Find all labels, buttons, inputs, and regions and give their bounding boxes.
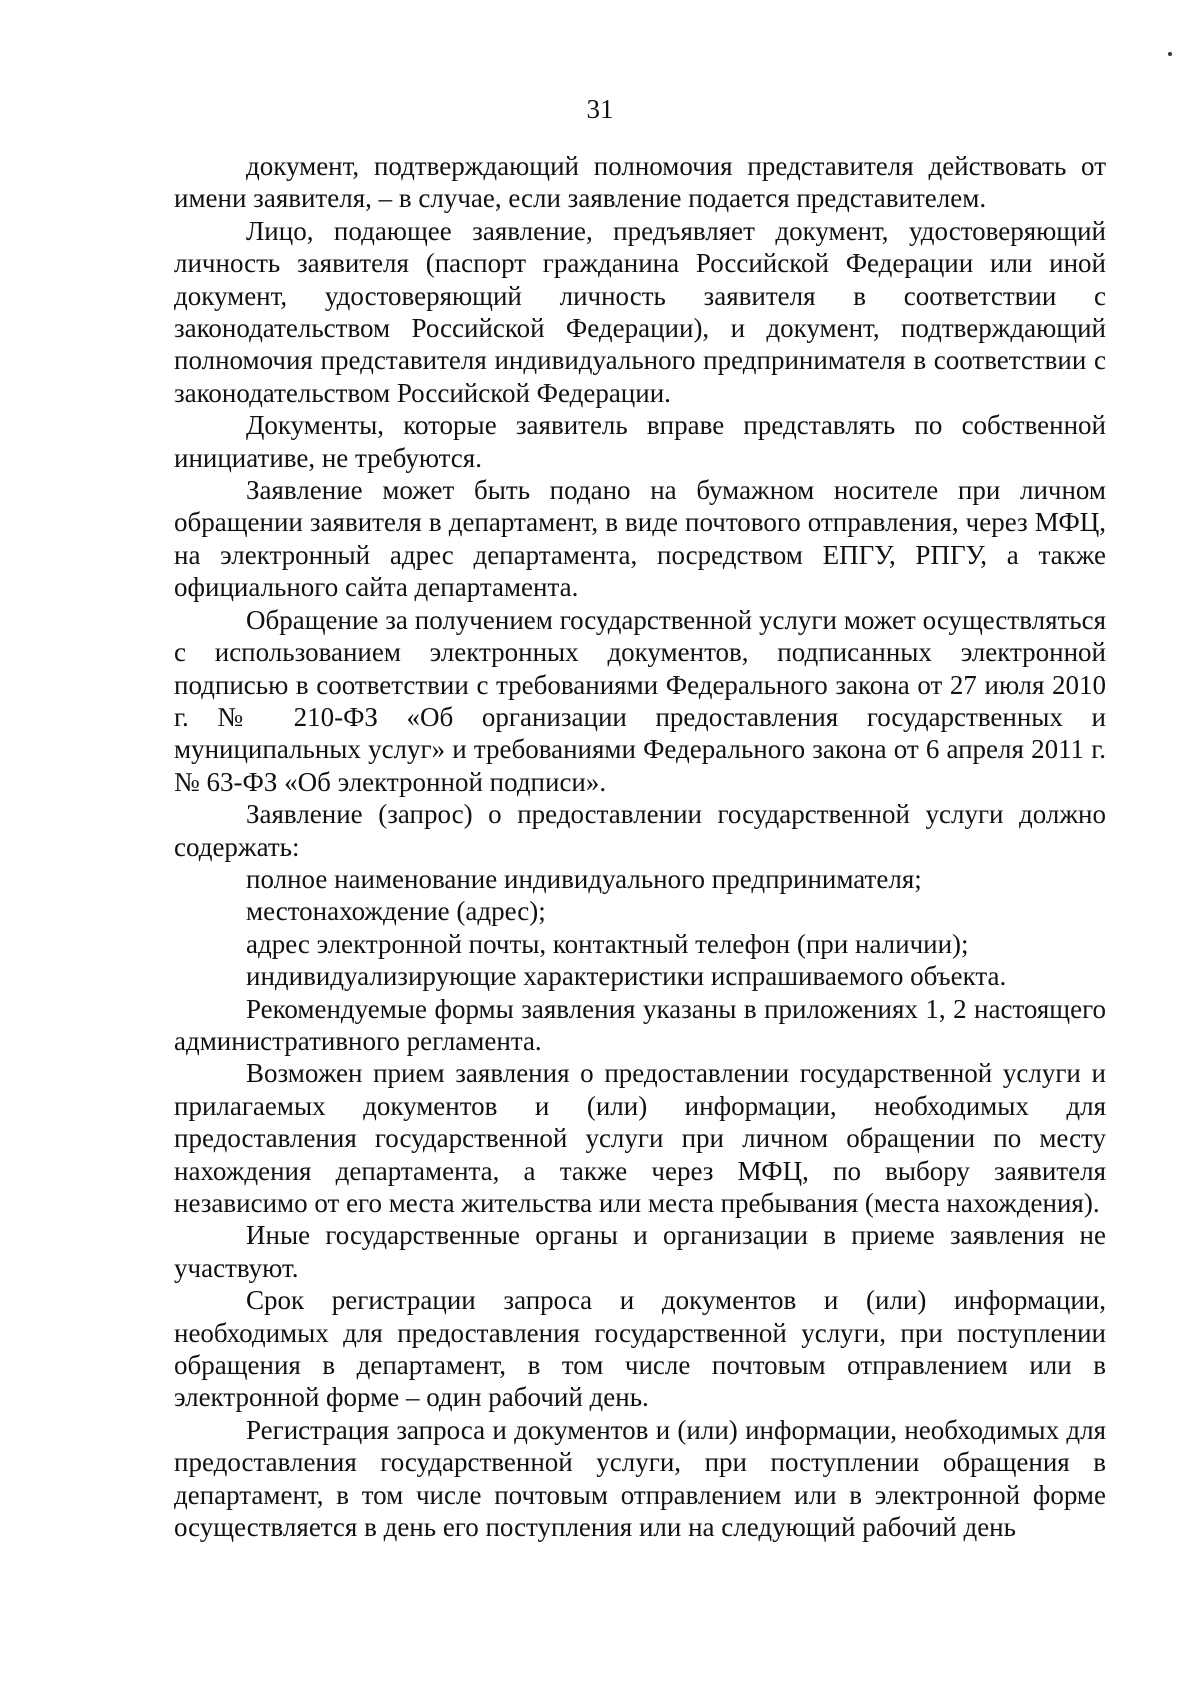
page-number: 31 — [586, 94, 614, 124]
paragraph: Рекомендуемые формы заявления указаны в приложениях 1, 2 настоящего административного регламента. — [174, 993, 1106, 1056]
paragraph: Документы, которые заявитель вправе представлять по собственной инициативе, не требуются. — [174, 410, 1106, 473]
list-item: адрес электронной почты, контактный телефон (при наличии); — [246, 928, 969, 959]
paragraph: Регистрация запроса и документов и (или) информации, необходимых для предоставления государственной услуги, при поступлении обращения в департамент, в том числе почтовым отправлением или в электронной форме осуществляется в день его поступления или на следующий рабочий день — [174, 1414, 1106, 1543]
paragraph: Лицо, подающее заявление, предъявляет документ, удостоверяющий личность заявителя (паспорт гражданина Российской Федерации или иной документ, удостоверяющий личность заявителя в соответствии с законодательством Российской Федерации), и документ, подтверждающий полномочия представителя индивидуального предпринимателя в соответствии с законодательством Российской Федерации. — [174, 215, 1106, 408]
list-item: местонахождение (адрес); — [246, 896, 546, 927]
paragraph: Обращение за получением государственной услуги может осуществляться с использованием электронных документов, подписанных электронной подписью в соответствии с требованиями Федерального закона от 27 июля 2010 г. № 210-ФЗ «Об организации предоставления государственных и муниципальных услуг» и требованиями Федерального закона от 6 апреля 2011 г. № 63-ФЗ «Об электронной подписи». — [174, 604, 1106, 797]
list-item: индивидуализирующие характеристики испрашиваемого объекта. — [246, 961, 1007, 992]
paragraph: Иные государственные органы и организации в приеме заявления не участвуют. — [174, 1220, 1106, 1283]
paragraph: Заявление может быть подано на бумажном носителе при личном обращении заявителя в департамент, в виде почтового отправления, через МФЦ, на электронный адрес департамента, посредством ЕПГУ, РПГУ, а также официального сайта департамента. — [174, 475, 1106, 603]
paragraph: Срок регистрации запроса и документов и (или) информации, необходимых для предоставления государственной услуги, при поступлении обращения в департамент, в том числе почтовым отправлением или в электронной форме – один рабочий день. — [174, 1285, 1106, 1413]
paragraph: документ, подтверждающий полномочия представителя действовать от имени заявителя, – в случае, если заявление подается представителем. — [174, 151, 1106, 214]
paragraph: Возможен прием заявления о предоставлении государственной услуги и прилагаемых документов и (или) информации, необходимых для предоставления государственной услуги при личном обращении по месту нахождения департамента, а также через МФЦ, по выбору заявителя независимо от его места жительства или места пребывания (места нахождения). — [174, 1058, 1106, 1218]
paragraph: Заявление (запрос) о предоставлении государственной услуги должно содержать: — [174, 799, 1106, 862]
corner-mark — [1168, 52, 1172, 56]
document-body — [174, 150, 1106, 1543]
list-item: полное наименование индивидуального предпринимателя; — [246, 863, 922, 894]
